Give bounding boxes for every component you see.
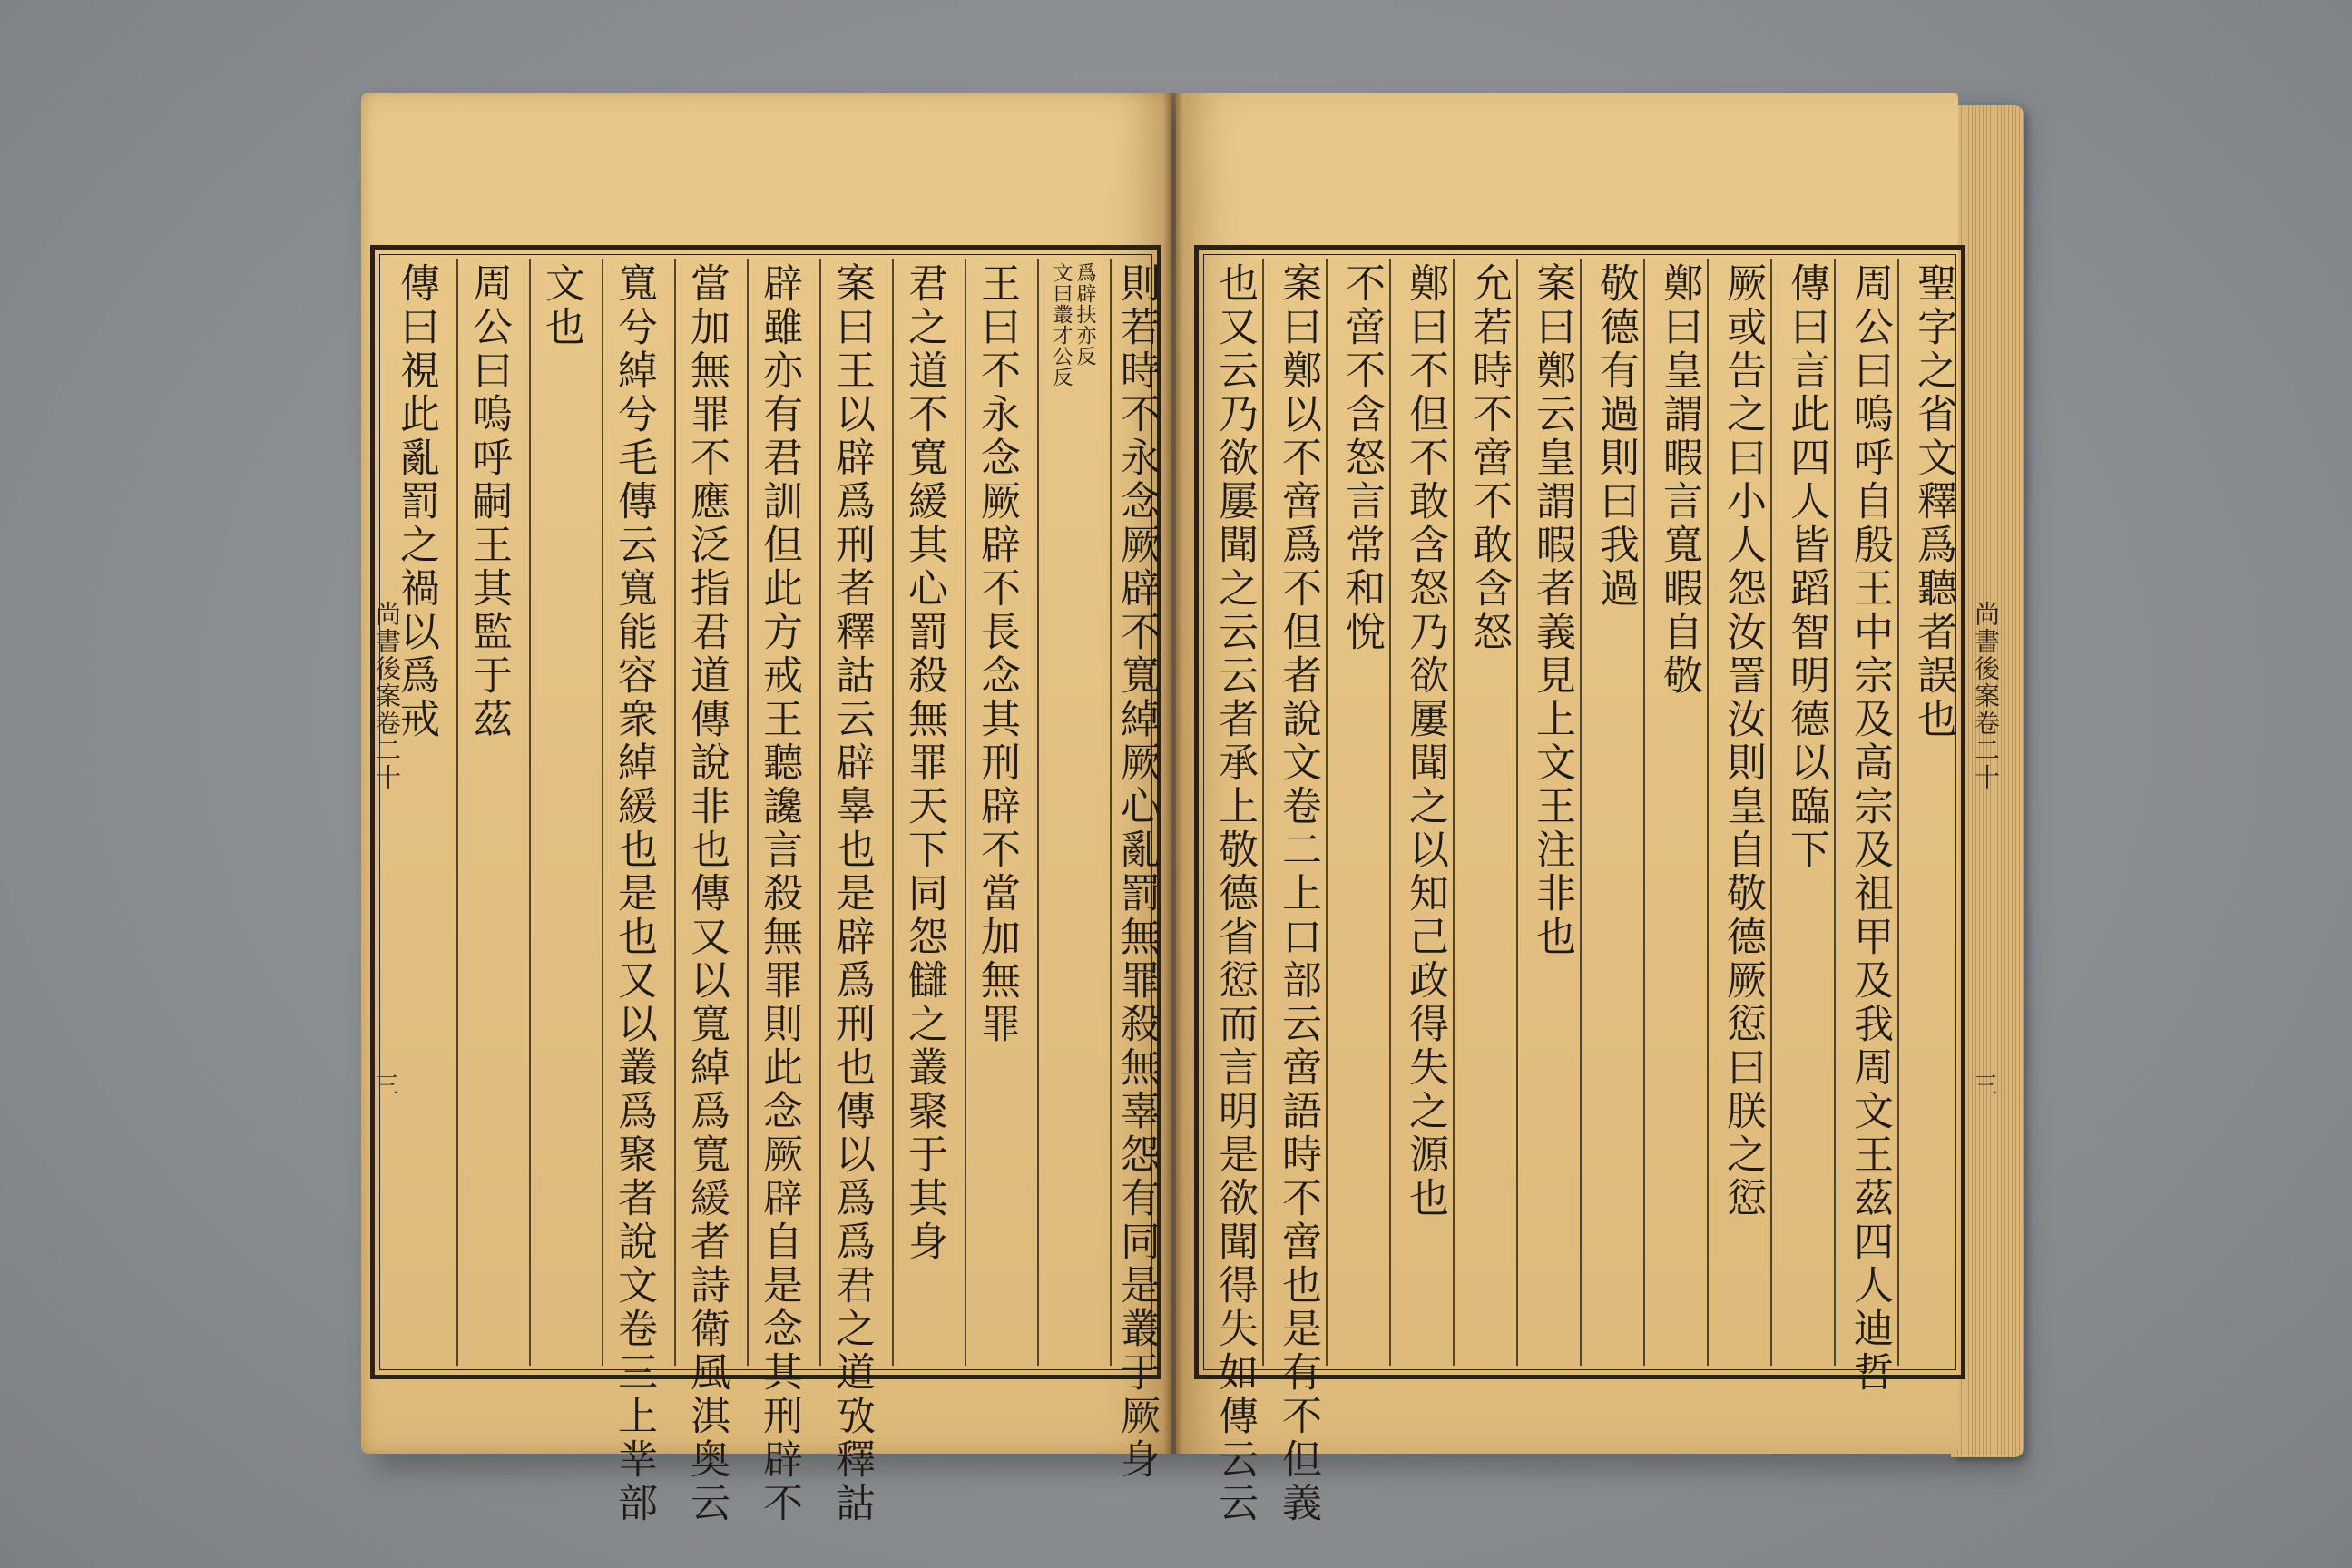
text-column: 聖字之省文釋爲聽者誤也 [1910, 262, 1956, 741]
right-page-number: 三 [1970, 1073, 1997, 1096]
annotation-column: 文曰叢才公反 [1050, 262, 1073, 387]
book-gutter [1163, 93, 1183, 1454]
left-page-number: 三 [371, 1073, 398, 1096]
text-column: 辟雖亦有君訓但此方戒王聽讒言殺無罪則此念厥辟自是念其刑辟不 [756, 262, 802, 1525]
text-column: 敬德有過則曰我過 [1592, 262, 1639, 611]
text-column: 傳曰言此四人皆蹈智明德以臨下 [1783, 262, 1829, 872]
text-column: 鄭曰皇謂暇言寬暇自敬 [1656, 262, 1702, 698]
text-column: 君之道不寬緩其心罰殺無罪天下同怨讎之叢聚于其身 [901, 262, 947, 1264]
text-column: 鄭曰不但不敢含怒乃欲屢聞之以知己政得失之源也 [1402, 262, 1448, 1220]
text-column: 案曰王以辟爲刑者釋詁云辟辠也是辟爲刑也傳以爲爲君之道攷釋詁 [828, 262, 875, 1525]
text-column: 王曰不永念厥辟不長念其刑辟不當加無罪 [974, 262, 1020, 1046]
text-column: 周公曰嗚呼自殷王中宗及高宗及祖甲及我周文王茲四人迪哲 [1847, 262, 1893, 1395]
left-page-frame [370, 245, 1161, 1525]
text-column: 允若時不啻不敢含怒 [1465, 262, 1512, 654]
text-column: 案曰鄭以不啻爲不但者說文卷二上口部云啻語時不啻也是有不但義 [1275, 262, 1321, 1525]
text-column: 寬兮綽兮毛傳云寬能容衆綽緩也是也又以叢爲聚者說文卷三上丵部 [611, 262, 657, 1525]
open-book [361, 93, 2029, 1525]
annotation-column: 爲辟扶亦反 [1073, 262, 1096, 367]
text-column: 案曰鄭云皇謂暇者義見上文王注非也 [1529, 262, 1575, 959]
text-column: 傳曰視此亂罰之禍以爲戒 [393, 262, 439, 741]
right-edge-title: 尚書後案卷二十 [1971, 601, 2001, 791]
text-column: 不啻不含怒言常和悅 [1338, 262, 1385, 654]
right-page-frame [1194, 245, 1965, 1525]
text-column: 文也 [538, 262, 584, 349]
text-column: 也又云乃欲屢聞之云云者承上敬德省愆而言明是欲聞得失如傳云云 [1211, 262, 1258, 1525]
text-column: 周公曰嗚呼嗣王其監于茲 [466, 262, 512, 741]
text-column: 厥或告之曰小人怨汝詈汝則皇自敬德厥愆曰朕之愆 [1720, 262, 1766, 1220]
text-column: 當加無罪不應泛指君道傳說非也傳又以寬綽爲寬緩者詩衛風淇奥云 [683, 262, 730, 1525]
text-column: 則若時不永念厥辟不寬綽厥心亂罰無罪殺無辜怨有同是叢于厥身 [1113, 262, 1160, 1482]
left-edge-title: 尚書後案卷二十 [372, 601, 402, 791]
